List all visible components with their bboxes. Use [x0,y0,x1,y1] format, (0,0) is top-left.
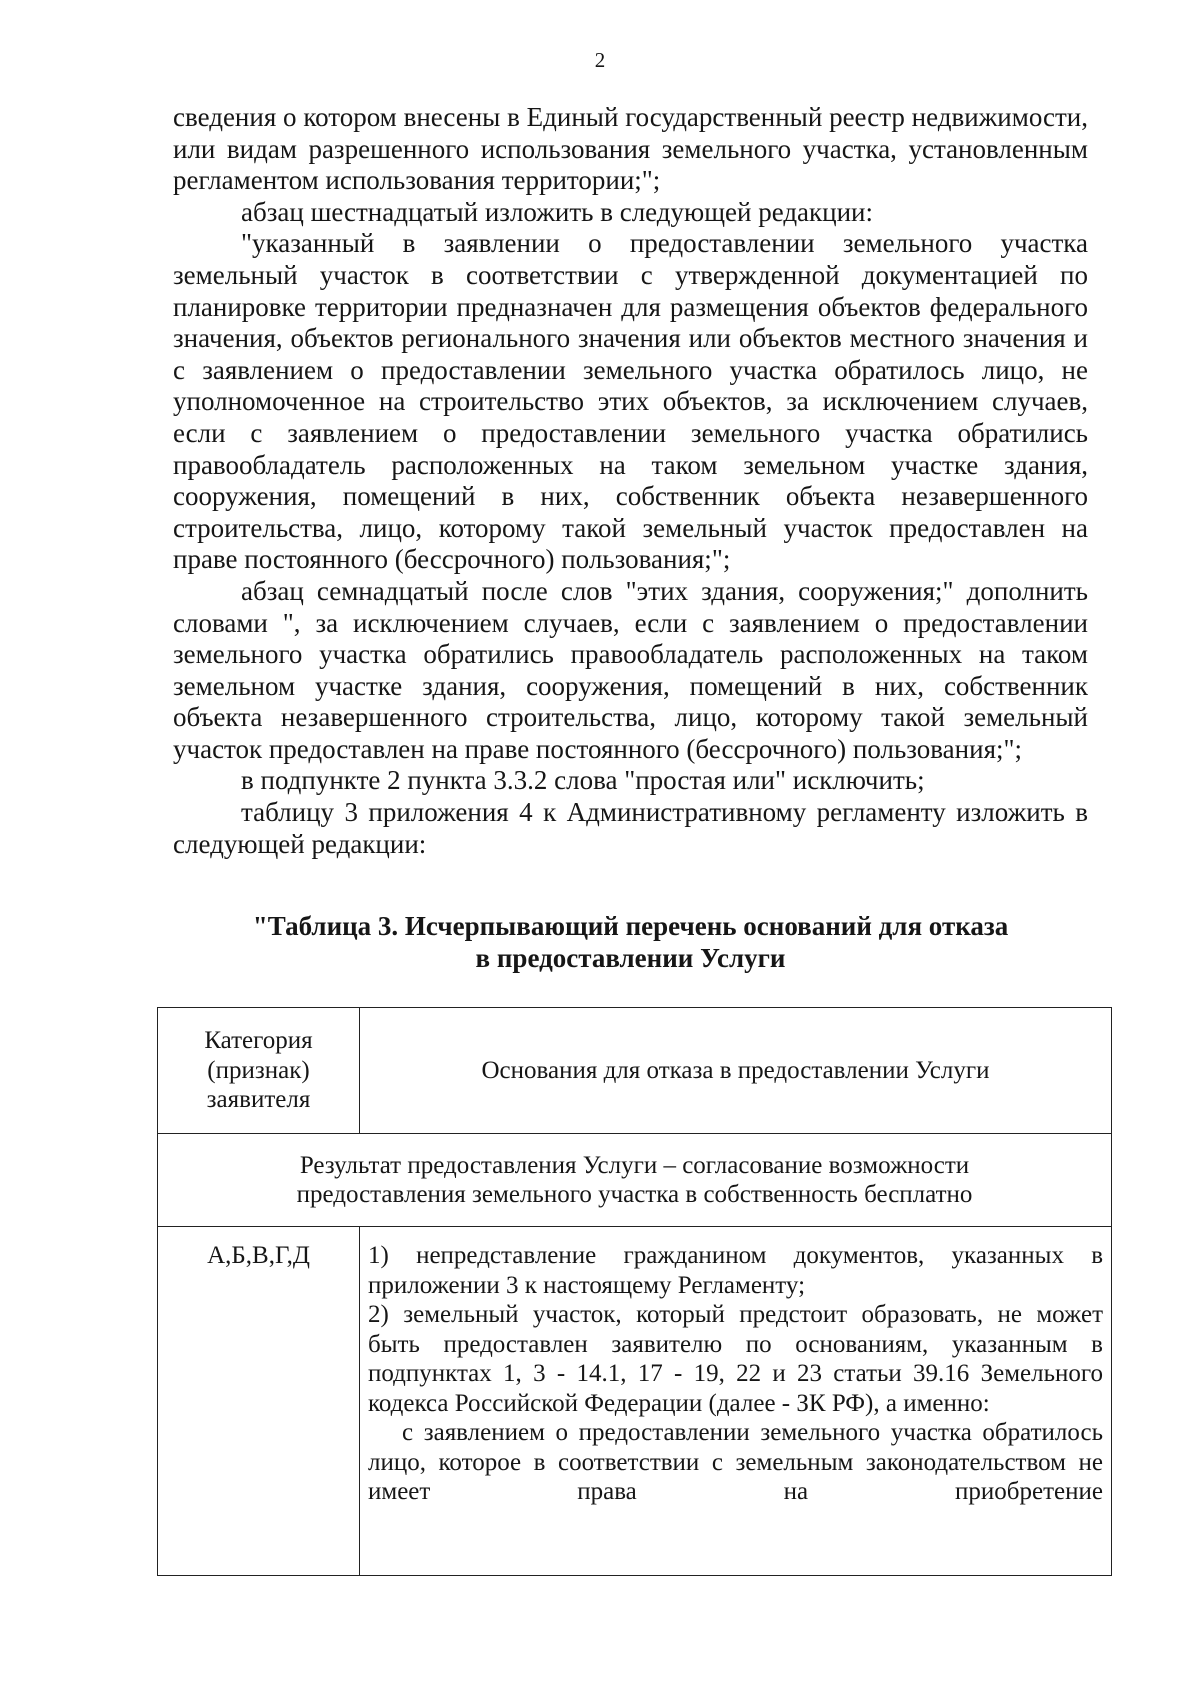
body-paragraph: абзац шестнадцатый изложить в следующей редакции: [241,196,874,227]
page-number: 2 [594,48,606,72]
body-paragraph: таблицу 3 приложения 4 к Административному регламенту изложить в следующей редакции: [173,797,1088,859]
grounds-item: 1) непредставление гражданином документов, указанных в приложении 3 к настоящему Регламенту; [368,1242,1103,1299]
grounds-cell [360,1227,1112,1576]
body-paragraph: абзац семнадцатый после слов "этих здания, сооружения;" дополнить словами ", за исключением случаев, если с заявлением о предоставлении земельного участка обратились правообладатель расположенных на таком земельном участке здания, сооружения, помещений в них, собственник объекта незавершенного строительства, лицо, которому такой земельный участок предоставлен на праве постоянного (бессрочного) пользования;"; [173,575,1088,764]
document-body [173,102,1088,860]
table-result-row [158,1134,1112,1227]
header-grounds-cell: Основания для отказа в предоставлении Услуги [360,1008,1112,1134]
header-category-cell: Категория (признак) заявителя [158,1008,360,1134]
table-title-line: "Таблица 3. Исчерпывающий перечень оснований для отказа [252,911,1009,941]
body-paragraph: сведения о котором внесены в Единый государственный реестр недвижимости, или видам разрешенного использования земельного участка, установленным регламентом использования территории;"; [173,102,1088,196]
table-title [173,910,1088,974]
result-cell: Результат предоставления Услуги – согласование возможности предоставления земельного участка в собственность бесплатно [158,1134,1112,1227]
table-header-row [158,1008,1112,1134]
grounds-item: 2) земельный участок, который предстоит образовать, не может быть предоставлен заявителю по основаниям, указанным в подпунктах 1, 3 - 14.1, 17 - 19, 22 и 23 статьи 39.16 Земельного кодекса Российской Федерации (далее - ЗК РФ), а именно: [368,1301,1103,1417]
table-title-line: в предоставлении Услуги [475,943,786,973]
category-cell: А,Б,В,Г,Д [158,1227,360,1576]
body-paragraph: в подпункте 2 пункта 3.3.2 слова "простая или" исключить; [241,765,925,796]
table-row [158,1227,1112,1576]
refusal-grounds-table [157,1007,1112,1576]
grounds-item: с заявлением о предоставлении земельного участка обратилось лицо, которое в соответствии с земельным законодательством не имеет права на приобретение [368,1419,1103,1505]
body-paragraph: "указанный в заявлении о предоставлении земельного участка земельный участок в соответствии с утвержденной документацией по планировке территории предназначен для размещения объектов федерального значения, объектов регионального значения или объектов местного значения и с заявлением о предоставлении земельного участка обратилось лицо, не уполномоченное на строительство этих объектов, за исключением случаев, если с заявлением о предоставлении земельного участка обратились правообладатель расположенных на таком земельном участке здания, сооружения, помещений в них, собственник объекта незавершенного строительства, лицо, которому такой земельный участок предоставлен на праве постоянного (бессрочного) пользования;"; [173,228,1088,575]
